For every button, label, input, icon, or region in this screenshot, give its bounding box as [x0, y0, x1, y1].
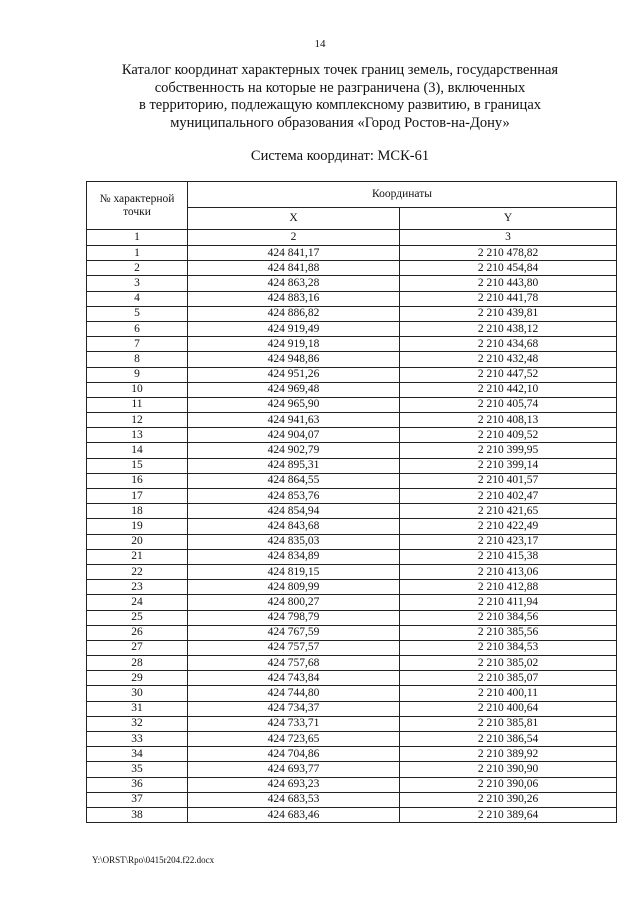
- column-index-cell: 2: [188, 230, 400, 246]
- x-coordinate-cell: 424 969,48: [188, 382, 400, 397]
- x-coordinate-cell: 424 744,80: [188, 686, 400, 701]
- y-coordinate-cell: 2 210 422,49: [400, 519, 617, 534]
- y-coordinate-cell: 2 210 423,17: [400, 534, 617, 549]
- point-number-cell: 32: [87, 716, 188, 731]
- title-line: Каталог координат характерных точек границ земель, государственная: [121, 62, 559, 78]
- y-coordinate-cell: 2 210 389,92: [400, 747, 617, 762]
- y-coordinate-cell: 2 210 385,07: [400, 671, 617, 686]
- y-coordinate-cell: 2 210 399,14: [400, 458, 617, 473]
- y-coordinate-cell: 2 210 385,81: [400, 716, 617, 731]
- y-coordinate-cell: 2 210 409,52: [400, 428, 617, 443]
- point-number-cell: 14: [87, 443, 188, 458]
- table-row: [87, 367, 617, 382]
- table-row: [87, 443, 617, 458]
- table-row: [87, 397, 617, 412]
- y-coordinate-cell: 2 210 478,82: [400, 246, 617, 261]
- point-number-cell: 12: [87, 413, 188, 428]
- point-number-cell: 17: [87, 489, 188, 504]
- point-number-cell: 21: [87, 549, 188, 564]
- point-number-cell: 20: [87, 534, 188, 549]
- point-number-cell: 2: [87, 261, 188, 276]
- y-coordinate-cell: 2 210 402,47: [400, 489, 617, 504]
- point-number-header: № характерной точки: [87, 182, 188, 230]
- point-number-cell: 28: [87, 656, 188, 671]
- x-coordinate-cell: 424 809,99: [188, 580, 400, 595]
- point-number-cell: 35: [87, 762, 188, 777]
- table-row: [87, 306, 617, 321]
- x-coordinate-cell: 424 919,49: [188, 321, 400, 336]
- y-coordinate-cell: 2 210 413,06: [400, 564, 617, 579]
- point-number-cell: 6: [87, 321, 188, 336]
- x-coordinate-cell: 424 948,86: [188, 352, 400, 367]
- table-row: [87, 716, 617, 731]
- y-coordinate-cell: 2 210 442,10: [400, 382, 617, 397]
- y-coordinate-cell: 2 210 401,57: [400, 473, 617, 488]
- point-number-cell: 5: [87, 306, 188, 321]
- point-number-cell: 33: [87, 732, 188, 747]
- y-coordinate-cell: 2 210 390,06: [400, 777, 617, 792]
- table-row: [87, 504, 617, 519]
- table-row: [87, 473, 617, 488]
- y-coordinate-cell: 2 210 421,65: [400, 504, 617, 519]
- table-row: [87, 519, 617, 534]
- table-row: [87, 337, 617, 352]
- y-coordinate-cell: 2 210 390,90: [400, 762, 617, 777]
- point-number-cell: 10: [87, 382, 188, 397]
- coordinates-header: Координаты: [188, 182, 617, 208]
- x-coordinate-cell: 424 723,65: [188, 732, 400, 747]
- table-row: [87, 321, 617, 336]
- table-row: [87, 671, 617, 686]
- point-number-cell: 25: [87, 610, 188, 625]
- x-coordinate-cell: 424 819,15: [188, 564, 400, 579]
- y-coordinate-cell: 2 210 386,54: [400, 732, 617, 747]
- x-coordinate-cell: 424 886,82: [188, 306, 400, 321]
- point-number-cell: 29: [87, 671, 188, 686]
- point-number-cell: 31: [87, 701, 188, 716]
- table-row: [87, 807, 617, 822]
- y-coordinate-cell: 2 210 390,26: [400, 792, 617, 807]
- point-number-cell: 3: [87, 276, 188, 291]
- point-number-cell: 13: [87, 428, 188, 443]
- table-row: [87, 686, 617, 701]
- table-row: [87, 777, 617, 792]
- table-row: [87, 610, 617, 625]
- point-number-cell: 18: [87, 504, 188, 519]
- y-coordinate-cell: 2 210 447,52: [400, 367, 617, 382]
- footer-file-path: Y:\ORST\Rpo\0415r204.f22.docx: [92, 855, 215, 865]
- table-row: [87, 246, 617, 261]
- table-row: [87, 640, 617, 655]
- table-row: [87, 732, 617, 747]
- y-coordinate-cell: 2 210 439,81: [400, 306, 617, 321]
- x-coordinate-cell: 424 841,17: [188, 246, 400, 261]
- column-index-row: [87, 230, 617, 246]
- y-coordinate-cell: 2 210 400,11: [400, 686, 617, 701]
- table-row: [87, 458, 617, 473]
- table-row: [87, 413, 617, 428]
- table-row: [87, 747, 617, 762]
- table-row: [87, 534, 617, 549]
- x-coordinate-cell: 424 693,77: [188, 762, 400, 777]
- x-coordinate-cell: 424 757,57: [188, 640, 400, 655]
- x-coordinate-cell: 424 767,59: [188, 625, 400, 640]
- y-coordinate-cell: 2 210 385,02: [400, 656, 617, 671]
- column-index-cell: 1: [87, 230, 188, 246]
- document-title: [80, 62, 600, 132]
- coordinate-system-label: Система координат: МСК-61: [250, 148, 430, 164]
- column-index-cell: 3: [400, 230, 617, 246]
- table-row: [87, 549, 617, 564]
- x-coordinate-cell: 424 904,07: [188, 428, 400, 443]
- x-coordinate-cell: 424 683,53: [188, 792, 400, 807]
- point-number-cell: 37: [87, 792, 188, 807]
- y-coordinate-cell: 2 210 412,88: [400, 580, 617, 595]
- point-number-cell: 8: [87, 352, 188, 367]
- x-coordinate-cell: 424 683,46: [188, 807, 400, 822]
- y-coordinate-cell: 2 210 441,78: [400, 291, 617, 306]
- table-row: [87, 428, 617, 443]
- point-number-cell: 26: [87, 625, 188, 640]
- x-coordinate-cell: 424 941,63: [188, 413, 400, 428]
- point-number-cell: 34: [87, 747, 188, 762]
- x-coordinate-cell: 424 834,89: [188, 549, 400, 564]
- x-coordinate-cell: 424 734,37: [188, 701, 400, 716]
- table-row: [87, 792, 617, 807]
- y-coordinate-cell: 2 210 438,12: [400, 321, 617, 336]
- y-coordinate-cell: 2 210 443,80: [400, 276, 617, 291]
- point-number-cell: 19: [87, 519, 188, 534]
- title-line: собственность на которые не разграничена (3), включенных: [154, 79, 526, 96]
- y-coordinate-cell: 2 210 454,84: [400, 261, 617, 276]
- x-coordinate-cell: 424 883,16: [188, 291, 400, 306]
- table-row: [87, 595, 617, 610]
- x-coordinate-cell: 424 757,68: [188, 656, 400, 671]
- point-number-cell: 15: [87, 458, 188, 473]
- x-coordinate-cell: 424 951,26: [188, 367, 400, 382]
- y-coordinate-cell: 2 210 415,38: [400, 549, 617, 564]
- y-coordinate-cell: 2 210 408,13: [400, 413, 617, 428]
- point-number-cell: 7: [87, 337, 188, 352]
- x-coordinate-cell: 424 704,86: [188, 747, 400, 762]
- y-coordinate-cell: 2 210 411,94: [400, 595, 617, 610]
- y-coordinate-cell: 2 210 385,56: [400, 625, 617, 640]
- table-row: [87, 489, 617, 504]
- y-coordinate-cell: 2 210 432,48: [400, 352, 617, 367]
- table-row: [87, 564, 617, 579]
- y-coordinate-cell: 2 210 405,74: [400, 397, 617, 412]
- x-coordinate-cell: 424 864,55: [188, 473, 400, 488]
- x-coordinate-cell: 424 835,03: [188, 534, 400, 549]
- x-coordinate-cell: 424 902,79: [188, 443, 400, 458]
- title-line: муниципального образования «Город Ростов-на-Дону»: [170, 114, 510, 131]
- x-coordinate-cell: 424 743,84: [188, 671, 400, 686]
- x-coordinate-cell: 424 919,18: [188, 337, 400, 352]
- title-line: в территорию, подлежащую комплексному развитию, в границах: [138, 97, 542, 113]
- y-coordinate-cell: 2 210 384,53: [400, 640, 617, 655]
- y-coordinate-cell: 2 210 389,64: [400, 807, 617, 822]
- y-coordinate-cell: 2 210 400,64: [400, 701, 617, 716]
- x-coordinate-cell: 424 965,90: [188, 397, 400, 412]
- x-coordinate-cell: 424 693,23: [188, 777, 400, 792]
- table-row: [87, 352, 617, 367]
- y-coordinate-cell: 2 210 434,68: [400, 337, 617, 352]
- table-row: [87, 276, 617, 291]
- point-number-cell: 1: [87, 246, 188, 261]
- x-coordinate-cell: 424 863,28: [188, 276, 400, 291]
- x-coordinate-cell: 424 843,68: [188, 519, 400, 534]
- coordinates-table: [86, 181, 617, 823]
- table-row: [87, 261, 617, 276]
- x-coordinate-cell: 424 800,27: [188, 595, 400, 610]
- point-number-cell: 30: [87, 686, 188, 701]
- point-number-cell: 27: [87, 640, 188, 655]
- point-number-cell: 9: [87, 367, 188, 382]
- point-number-cell: 4: [87, 291, 188, 306]
- x-header: X: [188, 208, 400, 230]
- table-row: [87, 382, 617, 397]
- y-coordinate-cell: 2 210 384,56: [400, 610, 617, 625]
- point-number-cell: 23: [87, 580, 188, 595]
- x-coordinate-cell: 424 733,71: [188, 716, 400, 731]
- page-number: 14: [314, 38, 326, 50]
- y-header: Y: [400, 208, 617, 230]
- x-coordinate-cell: 424 854,94: [188, 504, 400, 519]
- table-row: [87, 762, 617, 777]
- table-row: [87, 580, 617, 595]
- x-coordinate-cell: 424 895,31: [188, 458, 400, 473]
- point-number-cell: 36: [87, 777, 188, 792]
- point-number-cell: 16: [87, 473, 188, 488]
- table-row: [87, 701, 617, 716]
- y-coordinate-cell: 2 210 399,95: [400, 443, 617, 458]
- x-coordinate-cell: 424 798,79: [188, 610, 400, 625]
- table-body: [87, 230, 617, 823]
- point-number-cell: 38: [87, 807, 188, 822]
- point-number-cell: 24: [87, 595, 188, 610]
- table-row: [87, 625, 617, 640]
- table-row: [87, 291, 617, 306]
- x-coordinate-cell: 424 841,88: [188, 261, 400, 276]
- table-row: [87, 656, 617, 671]
- point-number-cell: 22: [87, 564, 188, 579]
- x-coordinate-cell: 424 853,76: [188, 489, 400, 504]
- point-number-cell: 11: [87, 397, 188, 412]
